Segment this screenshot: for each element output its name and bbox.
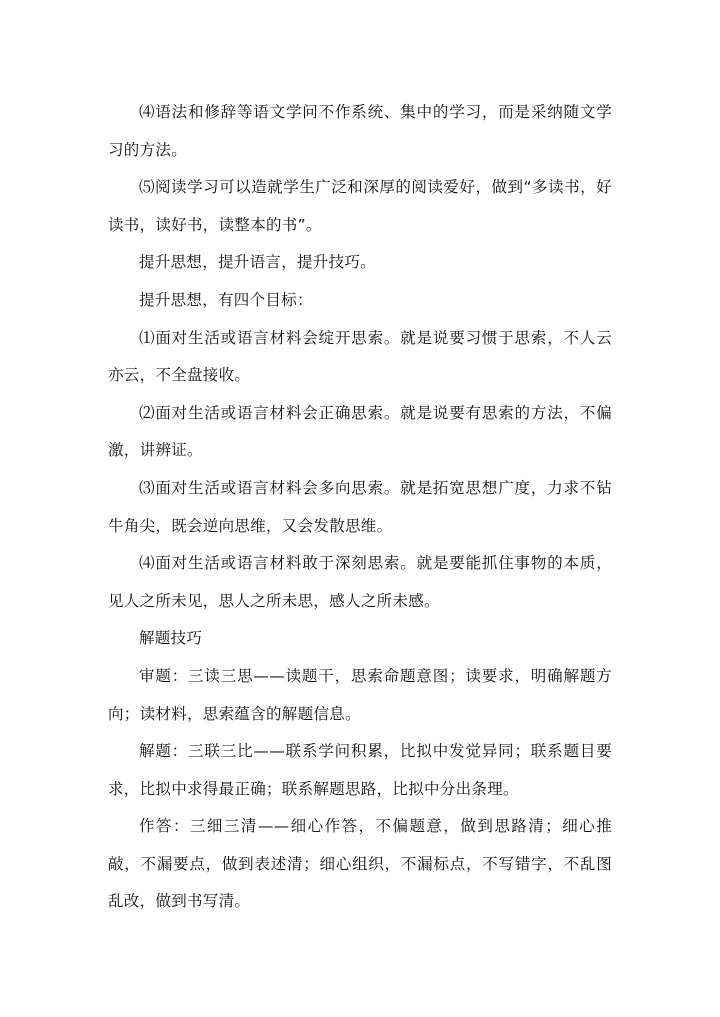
paragraph-improve-summary: 提升思想，提升语言，提升技巧。 [139, 253, 377, 272]
paragraph-goal-3: ⑶面对生活或语言材料会多向思索。就是拓宽思想广度，力求不钻牛角尖，既会逆向思维，又会发散思维。 [108, 478, 612, 535]
section-heading-solving-tips: 解题技巧 [139, 629, 203, 648]
document-body [108, 94, 612, 921]
paragraph-thinking-goals-heading: 提升思想，有四个目标： [139, 290, 313, 309]
paragraph-grammar-rhetoric: ⑷语法和修辞等语文学问不作系统、集中的学习，而是采纳随文学习的方法。 [108, 103, 612, 159]
paragraph-goal-4: ⑷面对生活或语言材料敢于深刻思索。就是要能抓住事物的本质，见人之所未见，思人之所未思，感人之所未感。 [108, 554, 612, 610]
paragraph-solving: 解题：三联三比——联系学问积累，比拟中发觉异同；联系题目要求，比拟中求得最正确；联系解题思路，比拟中分出条理。 [108, 742, 612, 798]
paragraph-reading-question: 审题：三读三思——读题干，思索命题意图；读要求，明确解题方向；读材料，思索蕴含的解题信息。 [108, 666, 612, 723]
paragraph-reading-habits: ⑸阅读学习可以造就学生广泛和深厚的阅读爱好，做到“多读书，好读书，读好书，读整本的书”。 [108, 178, 612, 234]
paragraph-goal-2: ⑵面对生活或语言材料会正确思索。就是说要有思索的方法，不偏激，讲辨证。 [108, 403, 612, 460]
paragraph-goal-1: ⑴面对生活或语言材料会绽开思索。就是说要习惯于思索，不人云亦云，不全盘接收。 [108, 328, 612, 385]
paragraph-answering: 作答：三细三清——细心作答，不偏题意，做到思路清；细心推敲，不漏要点，做到表述清；细心组织，不漏标点，不写错字，不乱图乱改，做到书写清。 [108, 817, 612, 911]
